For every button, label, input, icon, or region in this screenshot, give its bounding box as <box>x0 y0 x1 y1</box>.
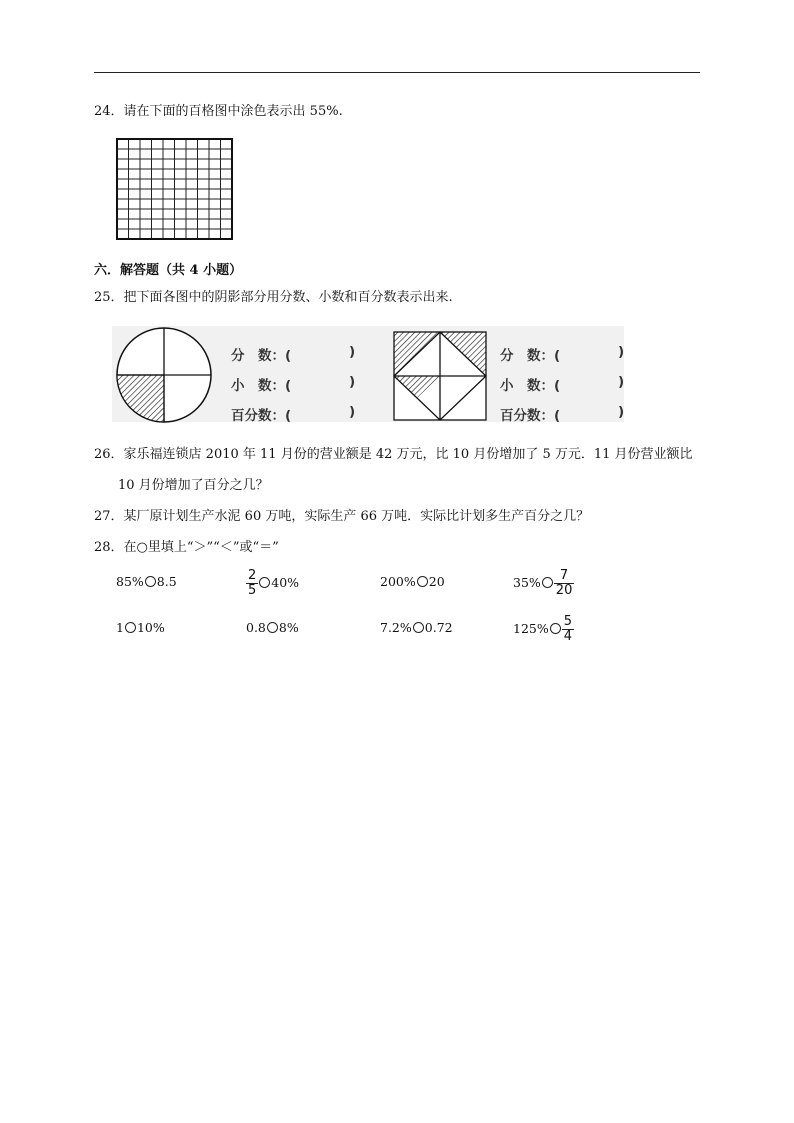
question-27 <box>94 509 589 525</box>
fig2-percent-text: 百分数：( <box>500 408 561 424</box>
answer-circle-icon[interactable] <box>550 623 561 634</box>
compare-5-right: 10% <box>136 620 165 635</box>
answer-circle-icon[interactable] <box>259 577 270 588</box>
fig2-percent-close: ) <box>618 404 625 420</box>
fraction-7-20 <box>554 569 575 598</box>
compare-item-4 <box>513 569 574 598</box>
fraction-numerator: 2 <box>248 568 257 583</box>
compare-item-1 <box>116 574 177 589</box>
answer-circle-icon[interactable] <box>413 622 424 633</box>
fraction-2-5 <box>246 569 258 598</box>
fig1-decimal-close: ) <box>349 374 356 390</box>
answer-circle-icon[interactable] <box>417 576 428 587</box>
question-26-line1 <box>94 447 693 463</box>
answer-circle-icon[interactable] <box>267 622 278 633</box>
question-24 <box>94 104 343 120</box>
circle-figure <box>115 326 215 424</box>
fig2-decimal-close: ) <box>618 374 625 390</box>
fraction-denominator: 4 <box>563 629 573 644</box>
question-26-text: 家乐福连锁店 2010 年 11 月份的营业额是 42 万元，比 10 月份增加了 5 万元．11 月份营业额比 <box>123 447 693 462</box>
question-24-number: 24． <box>94 104 124 119</box>
compare-6-left: 0.8 <box>246 620 266 635</box>
compare-7-left: 7.2% <box>380 620 412 635</box>
answer-circle-icon[interactable] <box>542 577 553 588</box>
square-figure <box>393 331 487 421</box>
compare-1-right: 8.5 <box>156 574 177 589</box>
compare-item-8 <box>513 615 574 644</box>
question-26-line2: 10 月份增加了百分之几？ <box>118 478 269 493</box>
fig2-fraction-label <box>500 344 560 364</box>
fig2-decimal-label <box>500 374 560 394</box>
fraction-denominator: 20 <box>555 583 573 598</box>
fig1-fraction-label <box>231 344 291 364</box>
answer-circle-icon[interactable] <box>125 622 136 633</box>
compare-item-2 <box>246 569 299 598</box>
header-rule <box>94 72 700 73</box>
question-26-number: 26． <box>94 447 124 462</box>
fig1-decimal-label <box>231 374 291 394</box>
compare-6-right: 8% <box>278 620 299 635</box>
question-28-number: 28． <box>94 540 124 555</box>
fig2-fraction-close: ) <box>618 344 625 360</box>
fig1-percent-text: 百分数：( <box>231 408 292 424</box>
compare-7-right: 0.72 <box>424 620 453 635</box>
fraction-denominator: 5 <box>248 583 257 598</box>
fig1-percent-label <box>231 404 291 424</box>
compare-item-3 <box>380 574 445 589</box>
question-27-text: 某厂原计划生产水泥 60 万吨，实际生产 66 万吨．实际比计划多生产百分之几？ <box>123 509 590 524</box>
compare-4-left: 35% <box>513 575 541 590</box>
question-27-number: 27． <box>94 509 124 524</box>
question-24-text: 请在下面的百格图中涂色表示出 55%. <box>123 104 343 119</box>
fraction-numerator: 5 <box>563 614 573 629</box>
compare-3-left: 200% <box>380 574 416 589</box>
compare-item-5 <box>116 620 165 635</box>
hundred-grid <box>116 138 233 240</box>
compare-3-right: 20 <box>428 574 445 589</box>
fig1-fraction-close: ) <box>349 344 356 360</box>
question-28 <box>94 540 279 556</box>
circle-shaded-quarter <box>117 375 164 422</box>
section-six-title: 六．解答题（共 4 小题） <box>94 263 243 278</box>
fraction-5-4 <box>562 615 574 644</box>
compare-5-left: 1 <box>116 620 124 635</box>
compare-2-right: 40% <box>271 575 300 590</box>
fraction-numerator: 7 <box>559 568 569 583</box>
fig2-fraction-text: 分 数：( <box>500 348 561 364</box>
fig1-percent-close: ) <box>349 404 356 420</box>
question-25 <box>94 290 453 306</box>
fig1-decimal-text: 小 数：( <box>231 378 292 394</box>
compare-1-left: 85% <box>116 574 144 589</box>
question-25-text: 把下面各图中的阴影部分用分数、小数和百分数表示出来. <box>123 290 453 305</box>
question-25-number: 25． <box>94 290 124 305</box>
fig2-decimal-text: 小 数：( <box>500 378 561 394</box>
compare-item-6 <box>246 620 299 635</box>
compare-8-left: 125% <box>513 621 549 636</box>
fig2-percent-label <box>500 404 560 424</box>
answer-circle-icon[interactable] <box>145 576 156 587</box>
fig1-fraction-text: 分 数：( <box>231 348 292 364</box>
question-28-text: 在○里填上“＞”“＜”或“＝” <box>123 540 279 555</box>
compare-item-7 <box>380 620 453 635</box>
